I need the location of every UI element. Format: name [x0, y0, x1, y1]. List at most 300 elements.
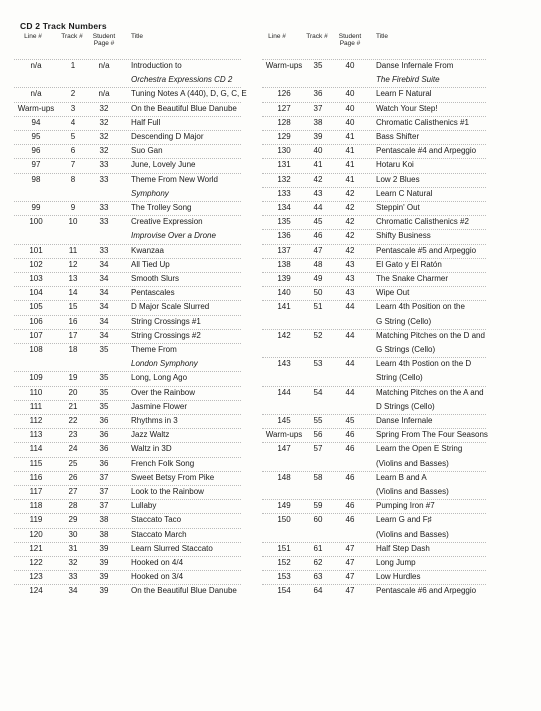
cell-title: Improvise Over a Drone: [131, 231, 216, 241]
cell-page: 35: [99, 345, 109, 354]
cell-track: 13: [68, 274, 78, 283]
cell-page: 34: [99, 288, 109, 298]
cell-title: Learn the Open E String: [376, 444, 463, 454]
cell-title: Pentascale #6 and Arpeggio: [376, 586, 477, 596]
table-row: [0, 486, 541, 498]
cell-page: 38: [99, 529, 109, 539]
cell-track: 48: [313, 259, 323, 269]
row-separator: [262, 130, 486, 131]
table-row: [0, 557, 541, 569]
cell-page: 37: [99, 501, 109, 511]
cell-line: 110: [29, 387, 43, 397]
cell-page: 33: [99, 174, 109, 184]
cell-page: 33: [99, 217, 109, 227]
cell-title: The Trolley Song: [131, 203, 192, 212]
cell-line: 104: [29, 288, 43, 298]
table-row: [0, 372, 541, 384]
cell-line: 121: [29, 543, 43, 553]
row-separator: [262, 584, 486, 585]
cell-line: 135: [277, 217, 291, 227]
cell-page: 47: [345, 572, 355, 582]
cell-line: 124: [29, 586, 43, 596]
table-row: [0, 443, 541, 455]
cell-page: 34: [99, 259, 109, 269]
row-separator: [262, 102, 486, 103]
header-line: Line #: [268, 33, 286, 40]
cell-track: 52: [313, 330, 323, 340]
table-row: [0, 529, 541, 541]
cell-track: 24: [68, 444, 78, 454]
cell-line: 113: [29, 430, 43, 440]
cell-track: 15: [68, 302, 78, 312]
cell-page: 39: [99, 572, 109, 582]
cell-page: 34: [99, 274, 109, 283]
cell-title: Hooked on 4/4: [131, 558, 184, 567]
cell-title: Half Full: [131, 117, 161, 127]
cell-title: Pentascales: [131, 288, 175, 298]
row-separator: [262, 244, 486, 245]
cell-track: 8: [70, 174, 76, 184]
cell-line: 95: [31, 132, 41, 141]
cell-title: Low Hurdles: [376, 572, 421, 582]
cell-track: 5: [70, 132, 76, 141]
header-track: Track #: [306, 33, 328, 40]
cell-page: 45: [345, 416, 355, 425]
cell-title: The Snake Charmer: [376, 274, 449, 283]
cell-track: 47: [313, 245, 323, 255]
cell-line: 117: [29, 487, 43, 496]
cell-track: 60: [313, 515, 323, 525]
cell-page: 41: [345, 146, 355, 156]
row-separator: [262, 116, 486, 117]
cell-title: London Symphony: [131, 359, 198, 369]
cell-line: 107: [29, 330, 43, 340]
cell-track: 38: [313, 117, 323, 127]
cell-page: 39: [99, 543, 109, 553]
cell-track: 36: [313, 89, 323, 99]
cell-title: D Strings (Cello): [376, 401, 435, 411]
cell-line: 106: [29, 316, 43, 326]
row-separator: [262, 329, 486, 330]
cell-track: 26: [68, 472, 78, 482]
cell-track: 19: [68, 373, 78, 383]
row-separator: [262, 286, 486, 287]
row-separator: [262, 215, 486, 216]
cell-line: 114: [29, 444, 43, 454]
cell-page: 35: [99, 373, 109, 383]
cell-track: 29: [68, 515, 78, 525]
row-separator: [262, 300, 486, 301]
row-separator: [262, 428, 486, 429]
cell-track: 56: [313, 430, 323, 440]
cell-line: 120: [29, 529, 43, 539]
cell-page: 47: [345, 543, 355, 553]
cell-line: 119: [29, 515, 43, 525]
cell-line: 154: [277, 586, 291, 596]
cell-page: 33: [99, 245, 109, 255]
cell-line: 150: [277, 515, 291, 525]
cell-title: Watch Your Step!: [376, 103, 438, 113]
cell-page: 44: [345, 302, 355, 312]
cell-track: 58: [313, 472, 323, 482]
cell-title: Pumping Iron #7: [376, 501, 435, 511]
table-row: [0, 259, 541, 271]
cell-title: Learn F Natural: [376, 89, 432, 99]
cell-title: Long Jump: [376, 558, 416, 567]
cell-title: Spring From The Four Seasons: [376, 430, 488, 440]
cell-track: 18: [68, 345, 78, 354]
cell-title: Symphony: [131, 188, 169, 198]
cell-line: 134: [277, 203, 291, 212]
cell-title: Bass Shifter: [376, 132, 420, 141]
cell-track: 2: [70, 89, 76, 99]
cell-line: 137: [277, 245, 291, 255]
cell-line: 103: [29, 274, 43, 283]
cell-track: 12: [68, 259, 78, 269]
cell-page: 40: [345, 117, 355, 127]
row-separator: [262, 187, 486, 188]
cell-page: 35: [99, 387, 109, 397]
cell-title: Learn 4th Position on the: [376, 302, 465, 312]
cell-title: Jazz Waltz: [131, 430, 170, 440]
cell-page: 40: [345, 61, 355, 70]
cell-track: 30: [68, 529, 78, 539]
cell-line: Warm-ups: [265, 430, 303, 440]
cell-title: Low 2 Blues: [376, 174, 420, 184]
cell-track: 43: [313, 188, 323, 198]
cell-track: 46: [313, 231, 323, 241]
cell-page: 43: [345, 288, 355, 298]
header-track: Track #: [61, 33, 83, 40]
cell-page: 32: [99, 103, 109, 113]
cell-title: Staccato Taco: [131, 515, 182, 525]
cell-line: 145: [277, 416, 291, 425]
cell-page: 46: [345, 515, 355, 525]
row-separator: [262, 442, 486, 443]
cell-title: Hotaru Koi: [376, 160, 414, 170]
cell-title: Over the Rainbow: [131, 387, 196, 397]
cell-track: 22: [68, 416, 78, 425]
cell-page: 36: [99, 416, 109, 425]
cell-title: Lullaby: [131, 501, 157, 511]
cell-line: 100: [29, 217, 43, 227]
cell-track: 40: [313, 146, 323, 156]
cell-line: 133: [277, 188, 291, 198]
cell-line: 94: [31, 117, 41, 127]
cell-line: 105: [29, 302, 43, 312]
cell-page: 32: [99, 146, 109, 156]
cell-title: Pentascale #5 and Arpeggio: [376, 245, 477, 255]
row-separator: [262, 556, 486, 557]
cell-page: 44: [345, 387, 355, 397]
cell-line: 129: [277, 132, 291, 141]
cell-title: Sweet Betsy From Pike: [131, 472, 215, 482]
cell-line: 122: [29, 558, 43, 567]
table-row: [0, 401, 541, 413]
table-row: [0, 188, 541, 200]
cell-line: 141: [277, 302, 291, 312]
cell-line: 140: [277, 288, 291, 298]
cell-title: Smooth Slurs: [131, 274, 180, 283]
header-title: Title: [376, 33, 389, 40]
cell-line: 139: [277, 274, 291, 283]
cell-track: 62: [313, 558, 323, 567]
table-row: [0, 159, 541, 171]
cell-line: 132: [277, 174, 291, 184]
cell-line: 126: [277, 89, 291, 99]
cell-line: 128: [277, 117, 291, 127]
table-row: [0, 543, 541, 555]
cell-title: French Folk Song: [131, 458, 195, 468]
cell-title: Suo Gan: [131, 146, 163, 156]
cell-track: 32: [68, 558, 78, 567]
cell-title: Learn G and F♯: [376, 515, 432, 525]
cell-line: 142: [277, 330, 291, 340]
table-row: [0, 585, 541, 597]
table-row: [0, 330, 541, 342]
cell-page: 47: [345, 586, 355, 596]
table-row: [0, 301, 541, 313]
cell-line: 123: [29, 572, 43, 582]
cell-page: 37: [99, 472, 109, 482]
row-separator: [262, 59, 486, 60]
cell-title: Introduction to: [131, 61, 182, 70]
cell-title: On the Beautiful Blue Danube: [131, 103, 237, 113]
table-row: [0, 344, 541, 356]
cell-line: 144: [277, 387, 291, 397]
row-separator: [262, 144, 486, 145]
cell-page: 42: [345, 188, 355, 198]
cell-track: 53: [313, 359, 323, 369]
table-row: [0, 415, 541, 427]
cell-line: 118: [29, 501, 43, 511]
table-row: [0, 131, 541, 143]
table-row: [0, 145, 541, 157]
cell-title: Chromatic Calisthenics #2: [376, 217, 469, 227]
cell-title: Pentascale #4 and Arpeggio: [376, 146, 477, 156]
cell-page: 32: [99, 117, 109, 127]
cell-page: 33: [99, 160, 109, 170]
cell-title: Jasmine Flower: [131, 401, 188, 411]
table-row: [0, 202, 541, 214]
table-row: [0, 216, 541, 228]
cell-page: 39: [99, 558, 109, 567]
table-row: [0, 571, 541, 583]
cell-title: All Tied Up: [131, 259, 170, 269]
cell-track: 6: [70, 146, 76, 156]
header-title: Title: [131, 33, 144, 40]
cell-page: 41: [345, 132, 355, 141]
cell-title: Hooked on 3/4: [131, 572, 184, 582]
cell-track: 44: [313, 203, 323, 212]
cell-title: Descending D Major: [131, 132, 204, 141]
cell-page: 34: [99, 316, 109, 326]
cell-track: 23: [68, 430, 78, 440]
cell-track: 54: [313, 387, 323, 397]
cell-page: 38: [99, 515, 109, 525]
cell-title: Chromatic Calisthenics #1: [376, 117, 469, 127]
table-row: [0, 273, 541, 285]
row-separator: [262, 542, 486, 543]
cell-page: 46: [345, 501, 355, 511]
cell-line: 97: [31, 160, 41, 170]
cell-track: 55: [313, 416, 323, 425]
table-row: [0, 429, 541, 441]
cell-title: Long, Long Ago: [131, 373, 188, 383]
cell-title: Tuning Notes A (440), D, G, C, E: [131, 89, 247, 99]
cell-page: 46: [345, 472, 355, 482]
cell-title: Theme From: [131, 345, 177, 354]
cell-line: 96: [31, 146, 41, 156]
cell-line: 148: [277, 472, 291, 482]
cell-title: Shifty Business: [376, 231, 431, 241]
cell-line: 151: [277, 543, 291, 553]
row-separator: [262, 570, 486, 571]
table-row: [0, 472, 541, 484]
cell-title: Orchestra Expressions CD 2: [131, 75, 233, 85]
cell-track: 35: [313, 61, 323, 70]
cell-page: 34: [99, 330, 109, 340]
row-separator: [262, 471, 486, 472]
cell-track: 9: [70, 203, 76, 212]
cell-page: 46: [345, 430, 355, 440]
cell-track: 25: [68, 458, 78, 468]
cell-page: 37: [99, 487, 109, 496]
table-row: [0, 117, 541, 129]
row-separator: [262, 414, 486, 415]
cell-page: 41: [345, 160, 355, 170]
cell-track: 14: [68, 288, 78, 298]
cell-page: 44: [345, 359, 355, 369]
cell-line: 102: [29, 259, 43, 269]
cell-title: On the Beautiful Blue Danube: [131, 586, 237, 596]
cell-line: 112: [29, 416, 43, 425]
table-row: [0, 287, 541, 299]
page-title: CD 2 Track Numbers: [20, 21, 107, 31]
cell-page: 35: [99, 401, 109, 411]
table-row: [0, 458, 541, 470]
cell-title: Matching Pitches on the A and: [376, 387, 484, 397]
cell-line: 136: [277, 231, 291, 241]
cell-track: 1: [70, 61, 76, 70]
cell-title: Waltz in 3D: [131, 444, 172, 454]
cell-track: 7: [70, 160, 76, 170]
cell-page: 34: [99, 302, 109, 312]
row-separator: [262, 158, 486, 159]
cell-page: 42: [345, 203, 355, 212]
cell-page: 36: [99, 430, 109, 440]
row-separator: [262, 272, 486, 273]
cell-line: Warm-ups: [17, 103, 55, 113]
cell-line: Warm-ups: [265, 61, 303, 70]
cell-title: Kwanzaa: [131, 245, 164, 255]
cell-track: 42: [313, 174, 323, 184]
table-row: [0, 514, 541, 526]
cell-track: 20: [68, 387, 78, 397]
table-row: [0, 387, 541, 399]
cell-page: n/a: [98, 89, 110, 99]
cell-track: 37: [313, 103, 323, 113]
header-line: Line #: [24, 33, 42, 40]
cell-title: Wipe Out: [376, 288, 410, 298]
cell-title: Matching Pitches on the D and: [376, 330, 485, 340]
row-separator: [262, 201, 486, 202]
cell-track: 51: [313, 302, 323, 312]
cell-line: 138: [277, 259, 291, 269]
cell-title: Creative Expression: [131, 217, 203, 227]
cell-track: 34: [68, 586, 78, 596]
cell-track: 63: [313, 572, 323, 582]
cell-track: 59: [313, 501, 323, 511]
cell-page: 36: [99, 444, 109, 454]
table-row: [0, 358, 541, 370]
cell-page: 47: [345, 558, 355, 567]
cell-title: G Strings (Cello): [376, 345, 436, 354]
cell-line: n/a: [30, 61, 42, 70]
row-separator: [262, 513, 486, 514]
row-separator: [262, 499, 486, 500]
cell-line: 99: [31, 203, 41, 212]
cell-page: 32: [99, 132, 109, 141]
cell-track: 50: [313, 288, 323, 298]
cell-line: 131: [277, 160, 291, 170]
header-student-page: Student Page #: [338, 33, 362, 47]
cell-line: 109: [29, 373, 43, 383]
row-separator: [262, 258, 486, 259]
cell-title: Danse Infernale From: [376, 61, 454, 70]
table-row: [0, 174, 541, 186]
cell-line: 116: [29, 472, 43, 482]
cell-track: 3: [70, 103, 76, 113]
cell-track: 4: [70, 117, 76, 127]
cell-page: 42: [345, 231, 355, 241]
cell-track: 45: [313, 217, 323, 227]
cell-page: 43: [345, 259, 355, 269]
cell-title: G String (Cello): [376, 316, 432, 326]
cell-line: 130: [277, 146, 291, 156]
cell-title: Learn C Natural: [376, 188, 433, 198]
cell-page: 36: [99, 458, 109, 468]
cell-title: June, Lovely June: [131, 160, 196, 170]
header-student-page: Student Page #: [92, 33, 116, 47]
table-row: [0, 230, 541, 242]
cell-line: 111: [29, 401, 43, 411]
cell-title: El Gato y El Ratón: [376, 259, 442, 269]
cell-title: Look to the Rainbow: [131, 487, 204, 496]
row-separator: [262, 386, 486, 387]
cell-title: String (Cello): [376, 373, 423, 383]
table-row: [0, 316, 541, 328]
cell-page: 42: [345, 217, 355, 227]
cell-line: 143: [277, 359, 291, 369]
cell-track: 39: [313, 132, 323, 141]
cell-title: Learn Slurred Staccato: [131, 543, 213, 553]
cell-title: Staccato March: [131, 529, 187, 539]
row-separator: [262, 229, 486, 230]
cell-track: 64: [313, 586, 323, 596]
table-row: [0, 60, 541, 72]
table-row: [0, 74, 541, 86]
cell-line: 147: [277, 444, 291, 454]
cell-line: 149: [277, 501, 291, 511]
cell-line: 153: [277, 572, 291, 582]
cell-track: 27: [68, 487, 78, 496]
cell-title: Learn 4th Postion on the D: [376, 359, 472, 369]
table-row: [0, 88, 541, 100]
cell-title: Danse Infernale: [376, 416, 433, 425]
cell-page: 46: [345, 444, 355, 454]
cell-title: Steppin' Out: [376, 203, 420, 212]
